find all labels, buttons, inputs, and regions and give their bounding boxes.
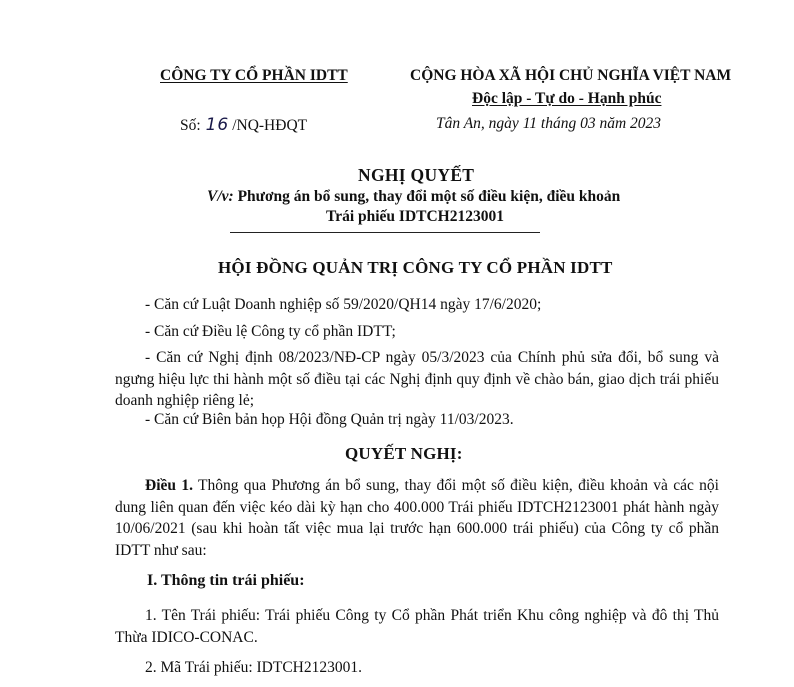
national-title: CỘNG HÒA XÃ HỘI CHỦ NGHĨA VIỆT NAM (410, 67, 732, 84)
basis-item-4: - Căn cứ Biên bản họp Hội đồng Quản trị ngày 11/03/2023. (145, 411, 514, 428)
article-1-text: Thông qua Phương án bổ sung, thay đổi một số điều kiện, điều khoản và các nội dung liên quan đến việc kéo dài kỳ hạn cho 400.000 Trái phiếu IDTCH2123001 phát hành ngày 10/06/2021 (sau khi hoàn tất việc mua lại trước hạn 600.000 trái phiếu) của Công ty cổ phần IDTT như sau: (115, 477, 719, 559)
company-name: CÔNG TY CỔ PHẦN IDTT (160, 67, 348, 84)
article-1 (115, 475, 719, 561)
basis-item-2: - Căn cứ Điều lệ Công ty cổ phần IDTT; (145, 323, 396, 340)
basis-item-3: - Căn cứ Nghị định 08/2023/NĐ-CP ngày 05/3/2023 của Chính phủ sửa đổi, bổ sung và ngưng hiệu lực thi hành một số điều tại các Nghị định quy định về chào bán, giao dịch trái phiếu doanh nghiệp riêng lẻ; (115, 349, 719, 409)
section-1-item-1: 1. Tên Trái phiếu: Trái phiếu Công ty Cổ phần Phát triển Khu công nghiệp và đô thị Thủ Thừa IDICO-CONAC. (115, 607, 719, 646)
resolution-subject (207, 188, 620, 206)
board-title: HỘI ĐỒNG QUẢN TRỊ CÔNG TY CỔ PHẦN IDTT (218, 258, 613, 277)
section-1-title: I. Thông tin trái phiếu: (147, 572, 305, 589)
decision-title: QUYẾT NGHỊ: (345, 444, 463, 463)
basis-item-1: - Căn cứ Luật Doanh nghiệp số 59/2020/QH14 ngày 17/6/2020; (145, 296, 542, 313)
subject-prefix: V/v: (207, 188, 234, 205)
national-motto: Độc lập - Tự do - Hạnh phúc (472, 90, 662, 107)
number-suffix: /NQ-HĐQT (232, 117, 308, 134)
subject-text: Phương án bổ sung, thay đổi một số điều kiện, điều khoản (237, 188, 621, 205)
place-and-date: Tân An, ngày 11 tháng 03 năm 2023 (436, 115, 662, 132)
section-1-item-2: 2. Mã Trái phiếu: IDTCH2123001. (145, 659, 362, 676)
resolution-bond-line: Trái phiếu IDTCH2123001 (326, 208, 504, 225)
handwritten-number: 16 (205, 115, 230, 135)
document-number (180, 115, 307, 135)
resolution-title: NGHỊ QUYẾT (358, 165, 475, 185)
title-divider (230, 232, 540, 233)
number-prefix: Số: (180, 117, 201, 134)
article-1-label: Điều 1. (145, 477, 193, 494)
